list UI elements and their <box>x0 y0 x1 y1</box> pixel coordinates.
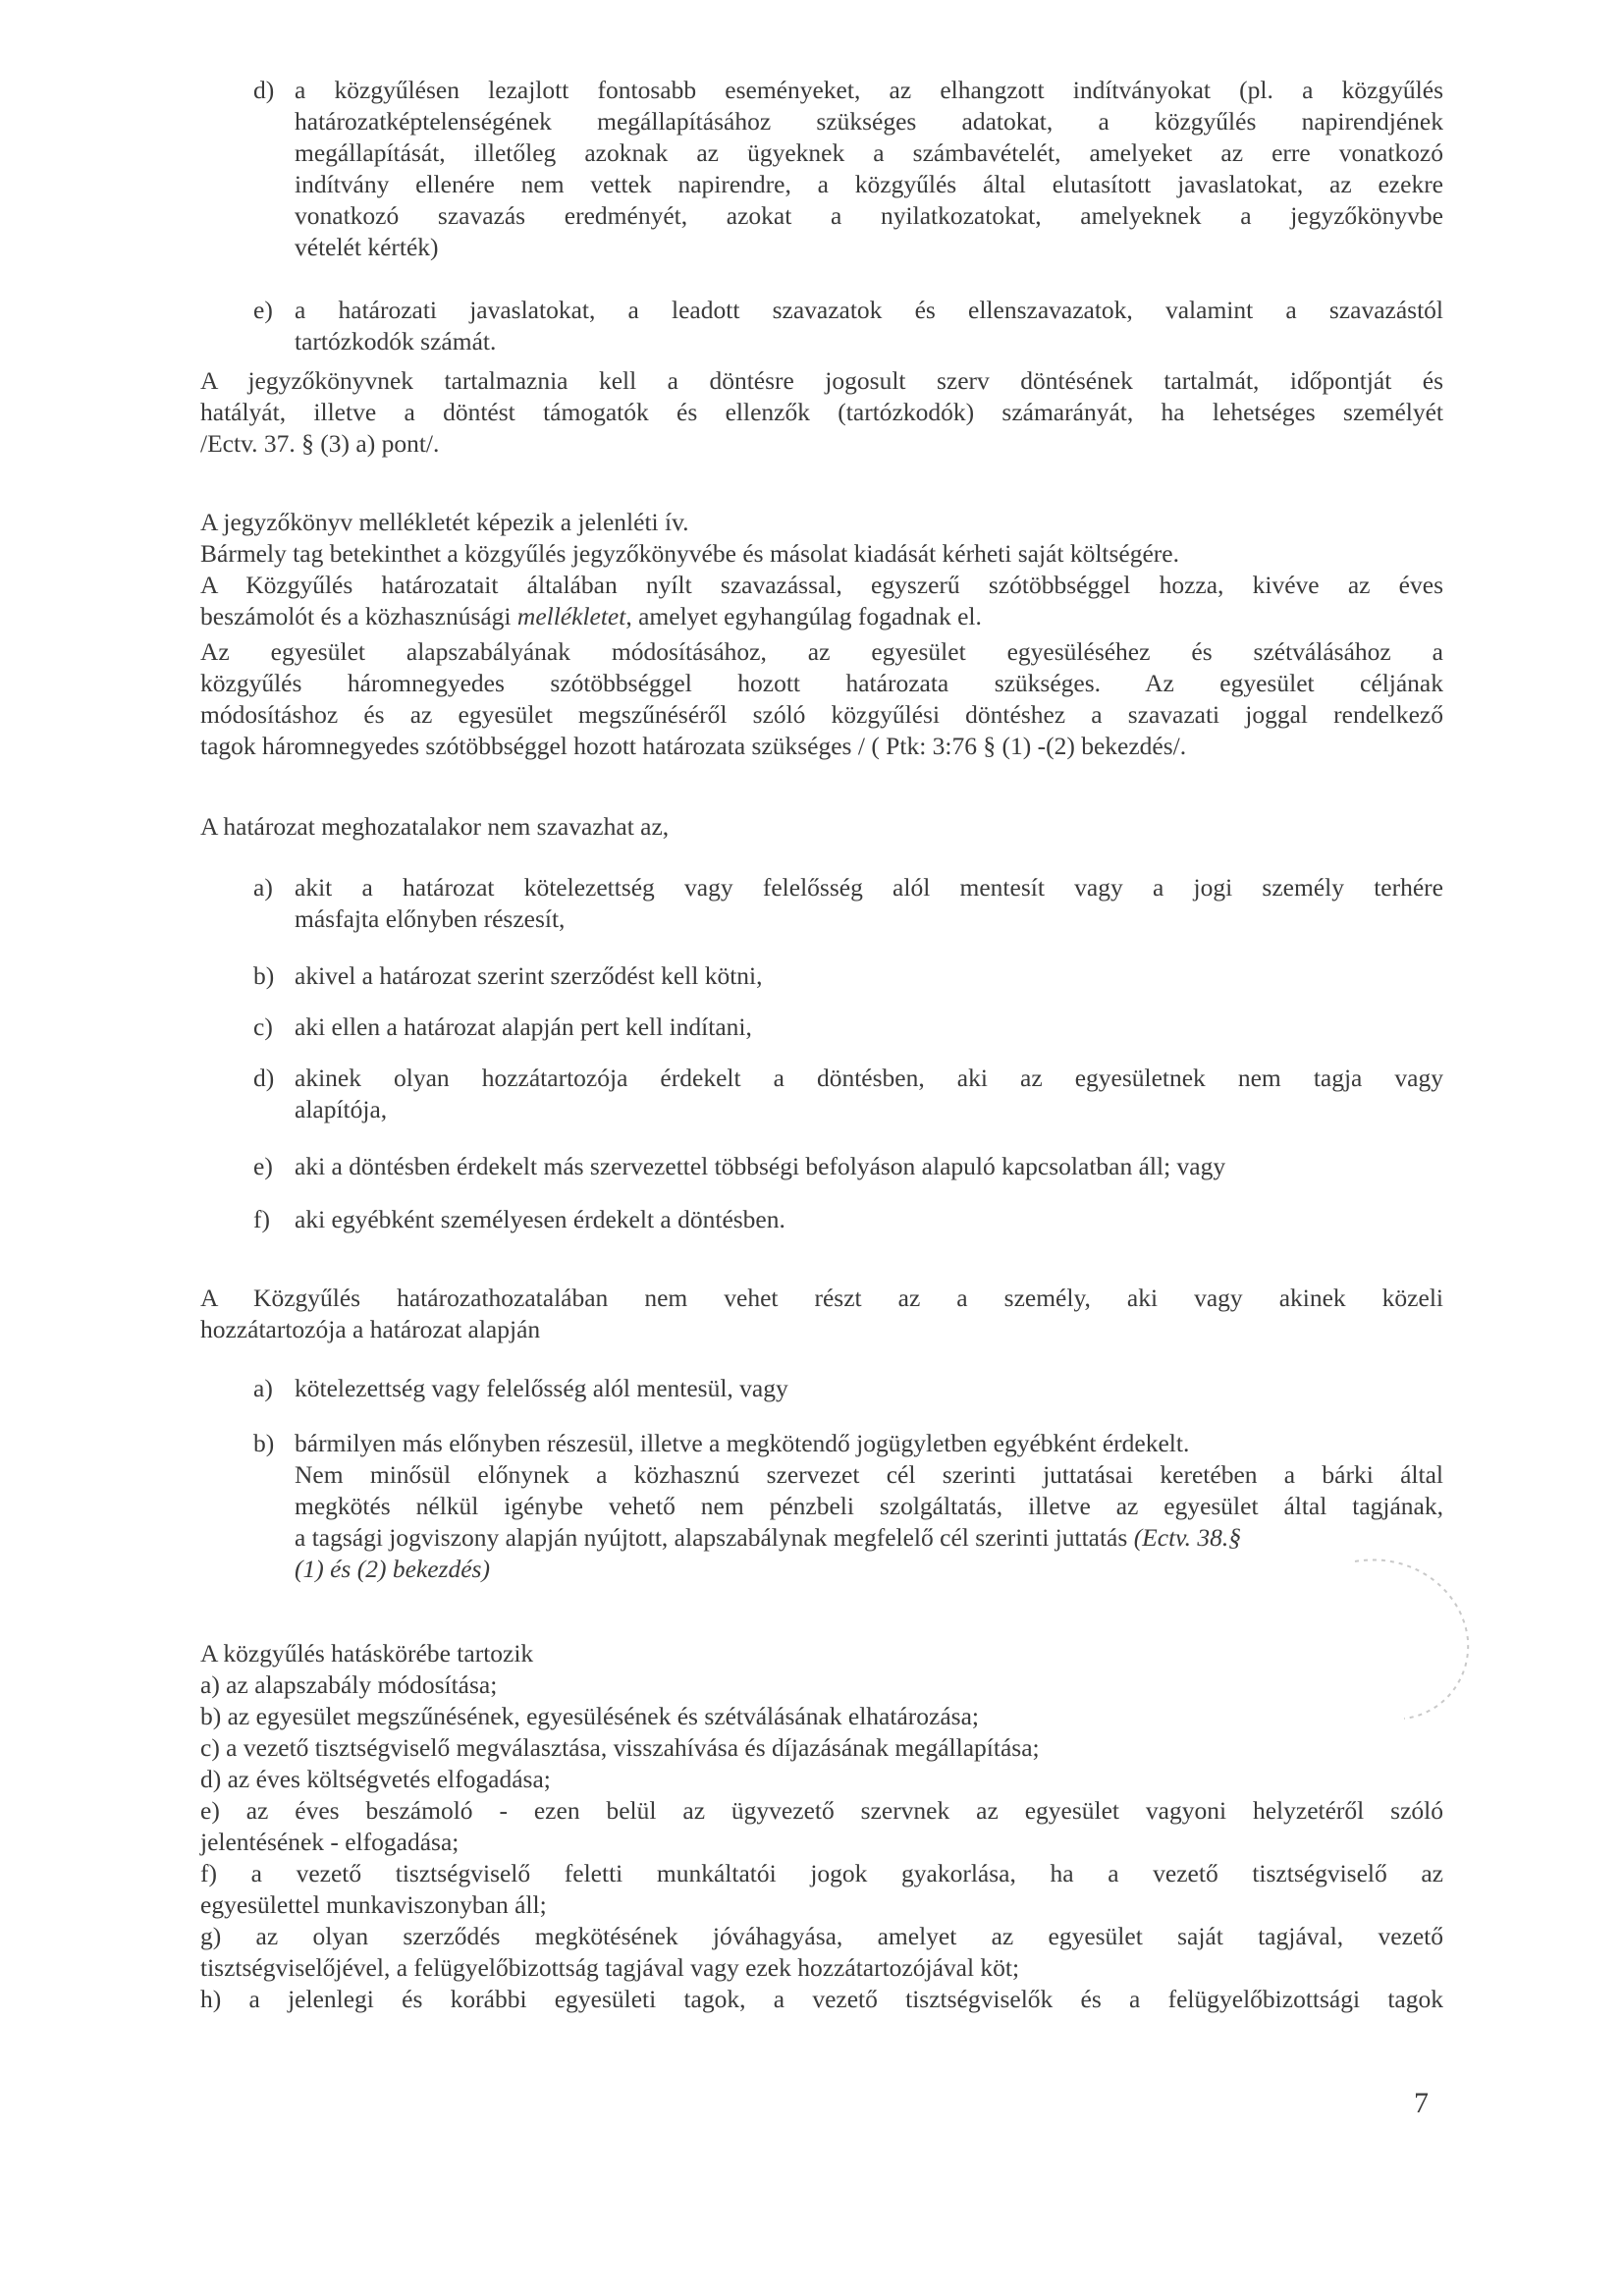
text-line <box>295 1522 1443 1554</box>
text-line: /Ectv. 37. § (3) a) pont/. <box>200 429 440 458</box>
list-item <box>253 1373 1443 1404</box>
text-line: hozzátartozója a határozat alapján <box>200 1315 541 1343</box>
paragraph-voting-exclusion <box>200 811 1443 843</box>
text-line: vonatkozó szavazás eredményét, azokat a nyilatkozatokat, amelyeknek a jegyzőkönyvbe <box>295 201 1443 230</box>
text-line: alapítója, <box>295 1095 388 1123</box>
text-line: h) a jelenlegi és korábbi egyesületi tagok, a vezető tisztségviselők és a felügyelőbizottsági tagok <box>200 1985 1443 2013</box>
text-line: hatályát, illetve a döntést támogatók és ellenzők (tartózkodók) számarányát, ha lehetséges személyét <box>200 398 1443 426</box>
text-line: f) a vezető tisztségviselő feletti munkáltatói jogok gyakorlása, ha a vezető tisztségviselő az <box>200 1859 1443 1887</box>
text-line: A jegyzőkönyvnek tartalmaznia kell a döntésre jogosult szerv döntésének tartalmát, időpontját és <box>200 366 1443 395</box>
list-text <box>295 1204 1443 1235</box>
italic-span: (Ectv. 38.§ <box>1133 1523 1241 1552</box>
text-line: tisztségviselőjével, a felügyelőbizottság tagjával vagy ezek hozzátartozójával köt; <box>200 1953 1020 1982</box>
text-line: aki ellen a határozat alapján pert kell indítani, <box>295 1012 752 1041</box>
paragraph-minutes-content <box>200 365 1443 460</box>
text-line: módosításhoz és az egyesület megszűnéséről szóló közgyűlési döntéshez a szavazati joggal rendelkező <box>200 700 1443 729</box>
list-marker: e) <box>253 296 273 324</box>
text-line: aki egyébként személyesen érdekelt a döntésben. <box>295 1205 785 1233</box>
text-line: Nem minősül előnynek a közhasznú szervezet cél szerinti juttatásai keretében a bárki által <box>295 1460 1443 1489</box>
text-line: határozatképtelenségének megállapításához szükséges adatokat, a közgyűlés napirendjének <box>295 107 1443 136</box>
text-line: vételét kérték) <box>295 233 439 261</box>
text-line: g) az olyan szerződés megkötésének jóváhagyása, amelyet az egyesület saját tagjával, vezető <box>200 1922 1443 1950</box>
text-line: egyesülettel munkaviszonyban áll; <box>200 1890 547 1919</box>
text-line: A Közgyűlés határozathozatalában nem vehet részt az a személy, aki vagy akinek közeli <box>200 1284 1443 1312</box>
text-line <box>200 601 1443 632</box>
list-text <box>295 1011 1443 1043</box>
text-line: A Közgyűlés határozatait általában nyílt szavazással, egyszerű szótöbbséggel hozza, kivéve az éves <box>200 571 1443 599</box>
text-line: jelentésének - elfogadása; <box>200 1828 460 1856</box>
text-line: A jegyzőkönyv mellékletét képezik a jelenléti ív. <box>200 508 689 536</box>
text-line: megállapítását, illetőleg azoknak az ügyeknek a számbavételét, amelyeket az erre vonatkozó <box>295 138 1443 167</box>
list-text <box>295 1063 1443 1125</box>
list-marker: f) <box>253 1205 270 1233</box>
text-line: a) az alapszabály módosítása; <box>200 1670 498 1699</box>
list-text <box>295 295 1443 357</box>
text-line: közgyűlés háromnegyedes szótöbbséggel hozott határozata szükséges. Az egyesület céljának <box>200 669 1443 697</box>
list-marker: a) <box>253 873 273 902</box>
paragraph-decision-exclusion <box>200 1283 1443 1345</box>
text-line: b) az egyesület megszűnésének, egyesülésének és szétválásának elhatározása; <box>200 1702 979 1730</box>
list-text <box>295 872 1443 935</box>
text-span: , amelyet egyhangúlag fogadnak el. <box>625 602 982 630</box>
text-line: A közgyűlés hatáskörébe tartozik <box>200 1639 534 1667</box>
text-line: tagok háromnegyedes szótöbbséggel hozott határozata szükséges / ( Ptk: 3:76 § (1) -(2) bekezdés/. <box>200 732 1187 760</box>
text-line: bármilyen más előnyben részesül, illetve a megkötendő jogügyletben egyébként érdekelt. <box>295 1429 1190 1457</box>
paragraph-majority-rules <box>200 636 1443 762</box>
text-line: akinek olyan hozzátartozója érdekelt a döntésben, aki az egyesületnek nem tagja vagy <box>295 1064 1443 1092</box>
list-text <box>295 75 1443 263</box>
text-line: indítvány ellenére nem vettek napirendre, a közgyűlés által elutasított javaslatokat, az ezekre <box>295 170 1443 198</box>
text-line <box>295 1554 1443 1585</box>
text-span: a tagsági jogviszony alapján nyújtott, alapszabálynak megfelelő cél szerinti juttatás <box>295 1523 1134 1552</box>
text-line: aki a döntésben érdekelt más szervezettel többségi befolyáson alapuló kapcsolatban áll; vagy <box>295 1152 1226 1180</box>
list-marker: d) <box>253 1064 275 1092</box>
list-text <box>295 960 1443 992</box>
text-line: tartózkodók számát. <box>295 327 497 355</box>
text-line: e) az éves beszámoló - ezen belül az ügyvezető szervnek az egyesület vagyoni helyzetéről szóló <box>200 1796 1443 1825</box>
list-marker: c) <box>253 1012 273 1041</box>
list-marker: b) <box>253 961 275 990</box>
text-line: a közgyűlésen lezajlott fontosabb eseményeket, az elhangzott indítványokat (pl. a közgyűlés <box>295 76 1443 104</box>
text-line: Az egyesület alapszabályának módosításához, az egyesület egyesüléséhez és szétválásához a <box>200 637 1443 666</box>
italic-span: (1) és (2) bekezdés) <box>295 1555 490 1583</box>
stamp-mark-icon <box>1296 1532 1483 1728</box>
list-marker: e) <box>253 1152 273 1180</box>
paragraph-attachments <box>200 507 1443 632</box>
list-marker: d) <box>253 76 275 104</box>
text-line: megkötés nélkül igénybe vehető nem pénzbeli szolgáltatás, illetve az egyesület által tagjának, <box>295 1492 1443 1520</box>
italic-span: mellékletet <box>516 602 626 630</box>
text-line: A határozat meghozatalakor nem szavazhat az, <box>200 812 670 841</box>
list-item <box>253 1428 1443 1595</box>
text-line: Bármely tag betekinthet a közgyűlés jegyzőkönyvébe és másolat kiadását kérheti saját költségére. <box>200 539 1179 568</box>
assembly-competences <box>200 1638 1443 2015</box>
text-line: a határozati javaslatokat, a leadott szavazatok és ellenszavazatok, valamint a szavazástól <box>295 296 1443 324</box>
text-line: akit a határozat kötelezettség vagy felelősség alól mentesít vagy a jogi személy terhére <box>295 873 1443 902</box>
text-span: beszámolót és a közhasznúsági <box>200 602 517 630</box>
text-line: másfajta előnyben részesít, <box>295 904 566 933</box>
list-marker: b) <box>253 1429 275 1457</box>
text-line: akivel a határozat szerint szerződést kell kötni, <box>295 961 763 990</box>
page-number: 7 <box>1414 2087 1429 2119</box>
list-text <box>295 1151 1443 1182</box>
list-text: kötelezettség vagy felelősség alól mentesül, vagy <box>295 1374 788 1402</box>
list-marker: a) <box>253 1374 273 1402</box>
text-line: d) az éves költségvetés elfogadása; <box>200 1765 551 1793</box>
text-line: c) a vezető tisztségviselő megválasztása, visszahívása és díjazásának megállapítása; <box>200 1733 1040 1762</box>
